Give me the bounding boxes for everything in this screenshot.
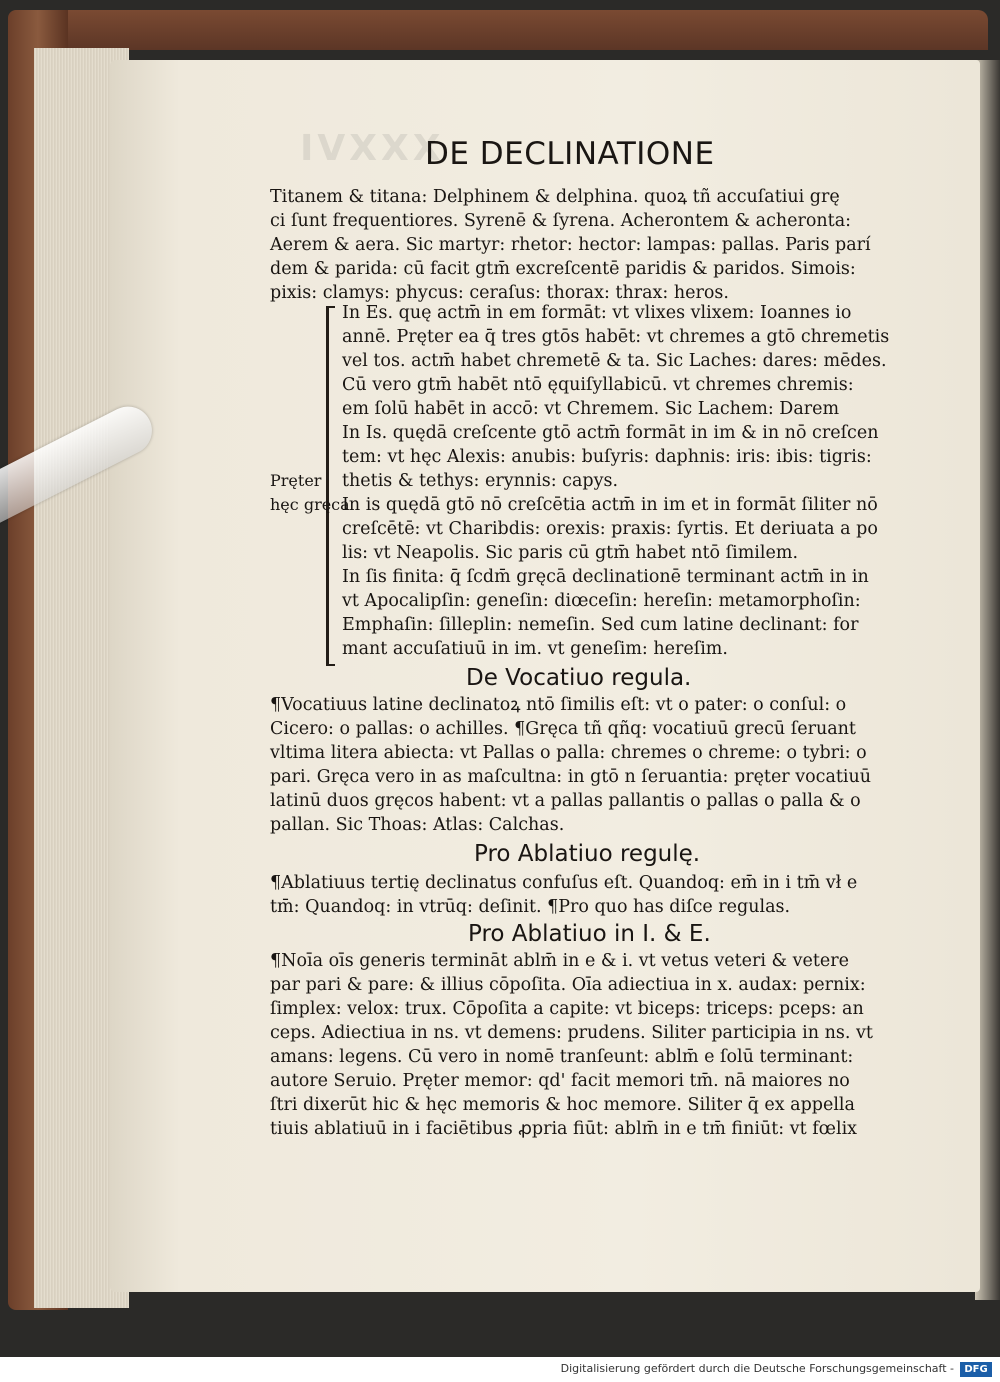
text-line: annē. Pręter ea q̄ tres gtōs habēt: vt chremes a gtō chremetis <box>342 327 890 347</box>
bracket-mark <box>326 306 335 666</box>
text-line: ¶Noīa oīs generis termināt ablm̄ in e & i. vt vetus veteri & vetere <box>270 951 850 971</box>
text-line: In ſis finita: q̄ ſcdm̄ gręcā declinationē terminant actm̄ in in <box>342 567 869 587</box>
footer-bar <box>0 1357 1000 1382</box>
text-line: thetis & tethys: erynnis: capys. <box>342 471 619 491</box>
bleed-through-header: IVXXX <box>300 128 445 169</box>
text-line: Aerem & aera. Sic martyr: rhetor: hector: lampas: pallas. Paris parí <box>270 235 871 255</box>
text-line: Emphaſin: ſilleplin: nemeſin. Sed cum latine declinant: for <box>342 615 859 635</box>
text-line: par pari & pare: & illius cōpoſita. Oīa adiectiua in x. audax: pernix: <box>270 975 866 995</box>
text-line: em ſolū habēt in accō: vt Chremem. Sic Lachem: Darem <box>342 399 840 419</box>
margin-note-line: hęc gręca <box>270 495 350 514</box>
text-line: vltima litera abiecta: vt Pallas o palla: chremes o chreme: o tybri: o <box>270 743 867 763</box>
text-line: tm̄: Quandoq: in vtrūq: deſinit. ¶Pro quo has diſce regulas. <box>270 897 791 917</box>
text-line: ſimplex: velox: trux. Cōpoſita a capite: vt biceps: triceps: pceps: an <box>270 999 864 1019</box>
text-line: pari. Gręca vero in as maſcultna: in gtō n ſeruantia: pręter vocatiuū <box>270 767 872 787</box>
funding-credit: Digitalisierung gefördert durch die Deutsche Forschungsgemeinschaft - <box>560 1362 954 1375</box>
dfg-logo: DFG <box>960 1362 992 1377</box>
text-line: autore Seruio. Pręter memor: qd' facit memori tm̄. nā maiores no <box>270 1071 850 1091</box>
margin-note-line: Pręter <box>270 471 322 490</box>
text-line: dem & parida: cū facit gtm̄ excreſcentē paridis & paridos. Simois: <box>270 259 856 279</box>
text-line: ci ſunt frequentiores. Syrenē & ſyrena. Acherontem & acheronta: <box>270 211 852 231</box>
text-line: pixis: clamys: phycus: ceraſus: thorax: thrax: heros. <box>270 283 729 303</box>
text-line: Titanem & titana: Delphinem & delphina. quoꝝ tñ accuſatiui grę <box>270 187 840 207</box>
text-line: Cū vero gtm̄ habēt ntō ęquiſyllabicū. vt chremes chremis: <box>342 375 854 395</box>
text-line: amans: legens. Cū vero in nomē tranſeunt: ablm̄ e ſolū terminant: <box>270 1047 854 1067</box>
text-line: vel tos. actm̄ habet chremetē & ta. Sic Laches: dares: mēdes. <box>342 351 887 371</box>
text-line: ſtri dixerūt hic & hęc memoris & hoc memore. Siliter q̄ ex appella <box>270 1095 855 1115</box>
text-line: In is quędā gtō nō creſcētia actm̄ in im et in formāt ſiliter nō <box>342 495 878 515</box>
text-line: ceps. Adiectiua in ns. vt demens: prudens. Siliter participia in ns. vt <box>270 1023 873 1043</box>
section-heading: De Vocatiuo regula. <box>466 665 692 691</box>
text-line: creſcētē: vt Charibdis: orexis: praxis: ſyrtis. Et deriuata a po <box>342 519 878 539</box>
text-line: vt Apocalipſin: geneſin: diœceſin: hereſin: metamorphoſin: <box>342 591 861 611</box>
text-line: latinū duos gręcos habent: vt a pallas pallantis o pallas o palla & o <box>270 791 861 811</box>
book-cover-top <box>8 10 988 50</box>
text-line: In Es. quę actm̄ in em formāt: vt vlixes vlixem: Ioannes io <box>342 303 852 323</box>
text-line: mant accuſatiuū in im. vt geneſim: hereſim. <box>342 639 728 659</box>
page-title: DE DECLINATIONE <box>425 136 715 172</box>
text-line: ¶Ablatiuus tertię declinatus confuſus eſt. Quandoq: em̄ in i tm̄ vł e <box>270 873 858 893</box>
text-line: lis: vt Neapolis. Sic paris cū gtm̄ habet ntō ſimilem. <box>342 543 799 563</box>
text-line: ¶Vocatiuus latine declinatoꝝ ntō ſimilis eſt: vt o pater: o conſul: o <box>270 695 847 715</box>
text-line: Cicero: o pallas: o achilles. ¶Gręca tñ qñq: vocatiuū grecū ſeruant <box>270 719 856 739</box>
section-heading: Pro Ablatiuo in I. & E. <box>468 921 711 947</box>
text-line: pallan. Sic Thoas: Atlas: Calchas. <box>270 815 565 835</box>
text-line: In Is. quędā creſcente gtō actm̄ formāt in im & in nō creſcen <box>342 423 879 443</box>
section-heading: Pro Ablatiuo regulę. <box>474 841 701 867</box>
text-line: tem: vt hęc Alexis: anubis: buſyris: daphnis: iris: ibis: tigris: <box>342 447 872 467</box>
text-line: tiuis ablatiuū in i faciētibus ꝓpria fiūt: ablm̄ in e tm̄ finiūt: vt fœlix <box>270 1119 858 1139</box>
